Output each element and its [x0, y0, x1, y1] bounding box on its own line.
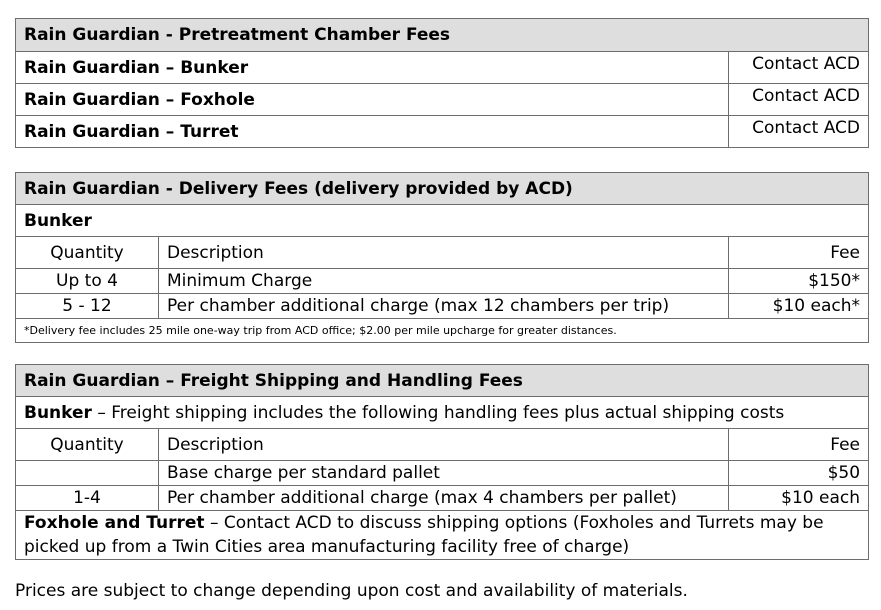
table-header-row: [16, 173, 869, 205]
product-name: Rain Guardian – Bunker: [16, 52, 729, 84]
freight-bunker-text: – Freight shipping includes the following handling fees plus actual shipping costs: [91, 402, 785, 423]
column-header-row: [16, 237, 869, 269]
product-price: Contact ACD: [729, 52, 869, 84]
table-row: [16, 52, 869, 84]
table-row: [16, 461, 869, 486]
fee-cell: $50: [729, 461, 869, 486]
fee-cell: $10 each*: [729, 294, 869, 319]
quantity-cell: [16, 461, 159, 486]
table-header-row: [16, 365, 869, 397]
freight-title: Rain Guardian – Freight Shipping and Handling Fees: [16, 365, 869, 397]
pretreatment-fees-table: [15, 18, 869, 148]
table-subheader-row: [16, 205, 869, 237]
fee-column-header: Fee: [729, 429, 869, 461]
quantity-cell: 1-4: [16, 486, 159, 511]
table-subheader-row: [16, 397, 869, 429]
freight-bunker-label: Bunker: [24, 402, 92, 423]
quantity-column-header: Quantity: [16, 429, 159, 461]
table-row: [16, 116, 869, 148]
freight-bunker-info: [16, 397, 869, 429]
description-cell: Per chamber additional charge (max 4 chambers per pallet): [159, 486, 729, 511]
delivery-subtitle: Bunker: [16, 205, 869, 237]
table-row: [16, 269, 869, 294]
table-header-row: [16, 19, 869, 52]
product-name: Rain Guardian – Foxhole: [16, 84, 729, 116]
description-cell: Minimum Charge: [159, 269, 729, 294]
product-price: Contact ACD: [729, 116, 869, 148]
fee-cell: $150*: [729, 269, 869, 294]
freight-foxhole-info: [16, 511, 869, 560]
delivery-title: Rain Guardian - Delivery Fees (delivery provided by ACD): [16, 173, 869, 205]
product-name: Rain Guardian – Turret: [16, 116, 729, 148]
delivery-note: *Delivery fee includes 25 mile one-way trip from ACD office; $2.00 per mile upcharge for greater distances.: [16, 319, 869, 343]
column-header-row: [16, 429, 869, 461]
table-row: [16, 294, 869, 319]
quantity-cell: Up to 4: [16, 269, 159, 294]
fee-cell: $10 each: [729, 486, 869, 511]
description-column-header: Description: [159, 429, 729, 461]
note-row: [16, 319, 869, 343]
table-row: [16, 511, 869, 560]
description-column-header: Description: [159, 237, 729, 269]
delivery-fees-table: [15, 172, 869, 343]
quantity-cell: 5 - 12: [16, 294, 159, 319]
freight-fees-table: [15, 364, 869, 560]
pretreatment-title: Rain Guardian - Pretreatment Chamber Fees: [16, 19, 869, 52]
quantity-column-header: Quantity: [16, 237, 159, 269]
table-row: [16, 486, 869, 511]
description-cell: Base charge per standard pallet: [159, 461, 729, 486]
description-cell: Per chamber additional charge (max 12 chambers per trip): [159, 294, 729, 319]
freight-foxhole-label: Foxhole and Turret: [24, 513, 205, 533]
table-row: [16, 84, 869, 116]
freight-foxhole-text: – Contact ACD to discuss shipping options (Foxholes and Turrets may be picked up from a Twin Cities area manufacturing facility free of charge): [24, 513, 824, 557]
price-disclaimer: Prices are subject to change depending upon cost and availability of materials.: [15, 581, 688, 601]
fee-column-header: Fee: [729, 237, 869, 269]
product-price: Contact ACD: [729, 84, 869, 116]
